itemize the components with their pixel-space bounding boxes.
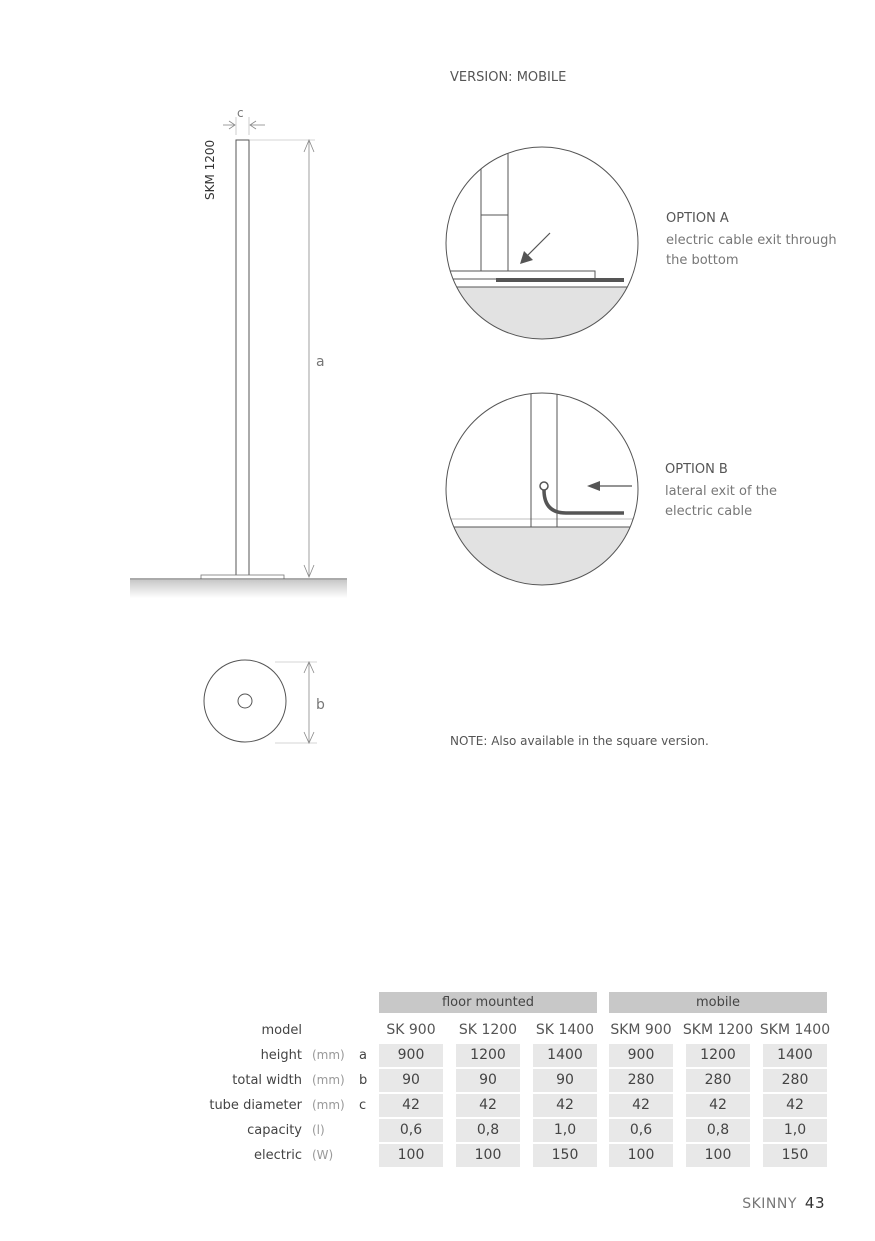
top-view-drawing — [195, 655, 325, 750]
model-sk-1400: SK 1400 — [535, 1022, 595, 1038]
row-label: tube diameter — [209, 1098, 302, 1113]
table-cell: 42 — [456, 1094, 520, 1117]
table-cell: 280 — [763, 1069, 827, 1092]
group-header-floor-mounted: floor mounted — [379, 992, 597, 1013]
table-cell: 100 — [456, 1144, 520, 1167]
option-b-desc-line2: electric cable — [665, 504, 753, 519]
option-b-title: OPTION B — [665, 462, 728, 477]
table-cell: 0,6 — [609, 1119, 673, 1142]
row-letter: b — [359, 1073, 368, 1088]
row-label: electric — [254, 1148, 302, 1163]
option-b-detail — [444, 391, 640, 587]
version-label: VERSION: MOBILE — [450, 70, 567, 85]
model-skm-1400: SKM 1400 — [759, 1022, 831, 1038]
table-cell: 100 — [379, 1144, 443, 1167]
row-unit: (mm) — [312, 1073, 345, 1087]
table-cell: 100 — [609, 1144, 673, 1167]
row-letter: c — [359, 1098, 367, 1113]
table-cell: 150 — [763, 1144, 827, 1167]
side-view-model-label: SKM 1200 — [203, 139, 217, 200]
row-label: capacity — [247, 1123, 302, 1138]
option-a-desc-line2: the bottom — [666, 253, 739, 268]
row-label: height — [260, 1048, 302, 1063]
table-cell: 100 — [686, 1144, 750, 1167]
table-cell: 1,0 — [533, 1119, 597, 1142]
table-cell: 42 — [686, 1094, 750, 1117]
model-skm-900: SKM 900 — [610, 1022, 672, 1038]
model-sk-1200: SK 1200 — [458, 1022, 518, 1038]
table-cell: 42 — [763, 1094, 827, 1117]
page-footer — [742, 1194, 825, 1212]
table-cell: 42 — [609, 1094, 673, 1117]
table-cell: 280 — [609, 1069, 673, 1092]
row-label: total width — [232, 1073, 302, 1088]
table-cell: 0,8 — [686, 1119, 750, 1142]
table-cell: 90 — [456, 1069, 520, 1092]
table-cell: 0,8 — [456, 1119, 520, 1142]
table-cell: 1400 — [533, 1044, 597, 1067]
table-cell: 1200 — [686, 1044, 750, 1067]
table-cell: 1200 — [456, 1044, 520, 1067]
option-a-desc-line1: electric cable exit through — [666, 233, 837, 248]
row-unit: (mm) — [312, 1048, 345, 1062]
table-cell: 900 — [609, 1044, 673, 1067]
option-a-detail — [444, 145, 640, 341]
page-number: 43 — [804, 1194, 825, 1212]
row-unit: (l) — [312, 1123, 325, 1137]
table-cell: 90 — [533, 1069, 597, 1092]
model-sk-900: SK 900 — [386, 1022, 436, 1038]
table-cell: 42 — [379, 1094, 443, 1117]
table-cell: 150 — [533, 1144, 597, 1167]
table-cell: 900 — [379, 1044, 443, 1067]
row-unit: (mm) — [312, 1098, 345, 1112]
option-a-title: OPTION A — [666, 211, 729, 226]
dim-a-label: a — [316, 354, 325, 370]
model-skm-1200: SKM 1200 — [682, 1022, 754, 1038]
table-cell: 280 — [686, 1069, 750, 1092]
table-cell: 1400 — [763, 1044, 827, 1067]
model-row-label: model — [261, 1023, 302, 1038]
row-letter: a — [359, 1048, 367, 1063]
dim-c-label: c — [237, 106, 244, 120]
table-cell: 0,6 — [379, 1119, 443, 1142]
note-text: NOTE: Also available in the square version. — [450, 734, 709, 748]
table-cell: 1,0 — [763, 1119, 827, 1142]
table-cell: 90 — [379, 1069, 443, 1092]
group-header-mobile: mobile — [609, 992, 827, 1013]
table-cell: 42 — [533, 1094, 597, 1117]
option-b-desc-line1: lateral exit of the — [665, 484, 778, 499]
dim-b-label: b — [316, 697, 325, 713]
row-unit: (W) — [312, 1148, 334, 1162]
footer-brand: SKINNY — [742, 1196, 797, 1212]
